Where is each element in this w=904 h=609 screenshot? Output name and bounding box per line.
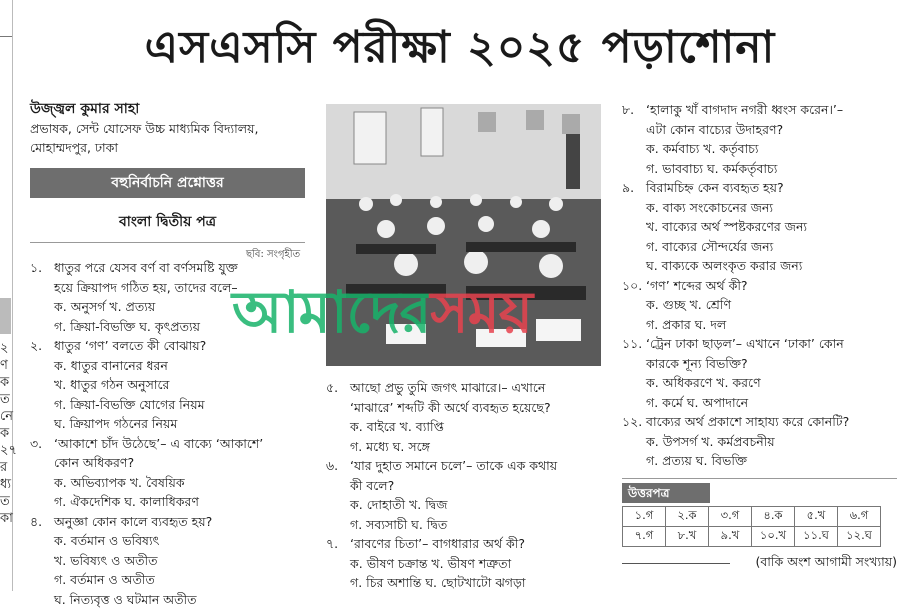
answer-table bbox=[622, 506, 881, 547]
question-option: ক. বাইরে খ. ব্যাপ্তি bbox=[326, 417, 616, 437]
question-option: গ. ঐকদেশিক ঘ. কালাধিকরণ bbox=[30, 492, 312, 512]
watermark-caption: ছবি: সংগৃহীত bbox=[246, 247, 300, 264]
left-cut-fragment: র bbox=[0, 459, 14, 476]
continued-note: (বাকি অংশ আগামী সংখ্যায়) bbox=[622, 554, 897, 574]
question-option: গ. ক্রিয়া-বিভক্তি যোগের নিয়ম bbox=[30, 395, 312, 415]
question-number: ১১. bbox=[622, 334, 646, 354]
question-option: গ. ক্রিয়া-বিভক্তি ঘ. কৃৎপ্রত্যয় bbox=[30, 317, 312, 337]
question-text: ৬. ‘যার দুহাত সমানে চলে’– তাকে এক কথায় bbox=[326, 456, 616, 476]
question-continuation: ‘মাঝারে’ শব্দটি কী অর্থে ব্যবহৃত হয়েছে? bbox=[326, 398, 616, 418]
question-continuation: এটা কোন বাচ্যের উদাহরণ? bbox=[622, 120, 904, 140]
question-option: গ. প্রকার ঘ. দল bbox=[622, 315, 904, 335]
answer-cell: ৭.গ bbox=[623, 527, 666, 547]
question-option: গ. চির অশান্তি ঘ. ছোটখাটো ঝগড়া bbox=[326, 573, 616, 593]
answer-heading: উত্তরপত্র bbox=[622, 483, 710, 503]
author-name: উজ্জ্বল কুমার সাহা bbox=[30, 100, 310, 119]
question-option: গ. বর্তমান ও অতীত bbox=[30, 570, 312, 590]
watermark-red: সময় bbox=[430, 278, 532, 346]
left-cut-fragment: কা bbox=[0, 510, 14, 527]
left-cut-fragment: ২ bbox=[0, 340, 14, 357]
question-option: ক. গুচ্ছ খ. শ্রেণি bbox=[622, 295, 904, 315]
question-option: ঘ. নিত্যবৃত্ত ও ঘটমান অতীত bbox=[30, 590, 312, 609]
question-option: গ. ভাববাচ্য ঘ. কর্মকর্তৃবাচ্য bbox=[622, 159, 904, 179]
answer-cell: ২.ক bbox=[666, 507, 709, 527]
question-number: ২. bbox=[30, 336, 54, 356]
left-cut-box bbox=[0, 298, 11, 334]
question-continuation: কী বলে? bbox=[326, 476, 616, 496]
left-cut-fragment: ণ bbox=[0, 357, 14, 374]
question-text: ৩. ‘আকাশে চাঁদ উঠেছে’– এ বাক্যে ‘আকাশে’ bbox=[30, 434, 312, 454]
answer-divider bbox=[622, 478, 897, 479]
answer-cell: ১০.খ bbox=[752, 527, 795, 547]
question-option: ক. ধাতুর বানানের ধরন bbox=[30, 356, 312, 376]
question-number: ৫. bbox=[326, 378, 350, 398]
left-cut-fragment: ২৭ bbox=[0, 442, 14, 459]
question-text: ১০. ‘গণ’ শব্দের অর্থ কী? bbox=[622, 276, 904, 296]
question-text: ৯. বিরামচিহ্ন কেন ব্যবহৃত হয়? bbox=[622, 178, 904, 198]
question-column-3 bbox=[622, 100, 904, 471]
question-option: খ. ধাতুর গঠন অনুসারে bbox=[30, 375, 312, 395]
question-option: গ. বাক্যের সৌন্দর্যের জন্য bbox=[622, 237, 904, 257]
question-option: ক. দোহাতী খ. দ্বিজ bbox=[326, 495, 616, 515]
question-text: ৫. আছো প্রভু তুমি জগৎ মাঝারে।– এখানে bbox=[326, 378, 616, 398]
subject-divider bbox=[30, 242, 305, 243]
question-option: গ. সব্যসাচী ঘ. দ্বিত bbox=[326, 515, 616, 535]
question-continuation: কারকে শূন্য বিভক্তি? bbox=[622, 354, 904, 374]
question-option: গ. প্রত্যয় ঘ. বিভক্তি bbox=[622, 451, 904, 471]
answer-cell: ৬.গ bbox=[838, 507, 881, 527]
question-continuation: হয়ে ক্রিয়াপদ গঠিত হয়, তাদের বলে– bbox=[30, 278, 312, 298]
newspaper-watermark bbox=[232, 268, 532, 365]
question-option: ক. বাক্য সংকোচনের জন্য bbox=[622, 198, 904, 218]
question-number: ৭. bbox=[326, 534, 350, 554]
question-option: ঘ. ক্রিয়াপদ গঠনের নিয়ম bbox=[30, 414, 312, 434]
answer-cell: ১১.ঘ bbox=[795, 527, 838, 547]
question-text: ১১. ‘ট্রেন ঢাকা ছাড়ল’– এখানে ‘ঢাকা’ কোন bbox=[622, 334, 904, 354]
question-option: ক. ভীষণ চক্রান্ত খ. ভীষণ শত্রুতা bbox=[326, 554, 616, 574]
question-number: ৬. bbox=[326, 456, 350, 476]
left-cut-fragment: ত bbox=[0, 391, 14, 408]
question-option: ক. উপসর্গ খ. কর্মপ্রবচনীয় bbox=[622, 432, 904, 452]
question-number: ৪. bbox=[30, 512, 54, 532]
subject-heading: বাংলা দ্বিতীয় পত্র bbox=[30, 210, 305, 234]
question-number: ৩. bbox=[30, 434, 54, 454]
question-number: ১০. bbox=[622, 276, 646, 296]
question-number: ৯. bbox=[622, 178, 646, 198]
question-text: ১২. বাক্যের অর্থ প্রকাশে সাহায্য করে কোনটি? bbox=[622, 412, 904, 432]
author-location: মোহাম্মদপুর, ঢাকা bbox=[30, 138, 310, 157]
question-option: ক. অনুসর্গ খ. প্রত্যয় bbox=[30, 297, 312, 317]
left-cut-fragment: ক bbox=[0, 425, 14, 442]
answer-cell: ৩.গ bbox=[709, 507, 752, 527]
answer-cell: ৮.খ bbox=[666, 527, 709, 547]
question-text: ৭. ‘রাবণের চিতা’– বাগধারার অর্থ কী? bbox=[326, 534, 616, 554]
answer-cell: ১২.ঘ bbox=[838, 527, 881, 547]
left-cut-fragment: নে bbox=[0, 408, 14, 425]
answer-cell: ১.গ bbox=[623, 507, 666, 527]
left-cut-fragment: ত bbox=[0, 493, 14, 510]
left-cut-fragment: ক bbox=[0, 374, 14, 391]
question-option: ক. অধিকরণে খ. করণে bbox=[622, 373, 904, 393]
question-number: ১. bbox=[30, 258, 54, 278]
question-text: ২. ধাতুর ‘গণ’ বলতে কী বোঝায়? bbox=[30, 336, 312, 356]
question-option: ক. কর্মবাচ্য খ. কর্তৃবাচ্য bbox=[622, 139, 904, 159]
question-number: ৮. bbox=[622, 100, 646, 120]
answer-row bbox=[623, 527, 881, 547]
watermark-green: আমাদের bbox=[232, 278, 430, 346]
question-option: ক. বর্তমান ও ভবিষ্যৎ bbox=[30, 531, 312, 551]
question-text: ১. ধাতুর পরে যেসব বর্ণ বা বর্ণসমষ্টি যুক্ত bbox=[30, 258, 312, 278]
top-left-rule bbox=[0, 36, 12, 37]
answer-cell: ৯.খ bbox=[709, 527, 752, 547]
question-option: খ. ভবিষ্যৎ ও অতীত bbox=[30, 551, 312, 571]
question-option: ক. অভিব্যাপক খ. বৈষয়িক bbox=[30, 473, 312, 493]
section-banner: বহুনির্বাচনি প্রশ্নোত্তর bbox=[30, 168, 305, 198]
question-number: ১২. bbox=[622, 412, 646, 432]
question-option: গ. কর্মে ঘ. অপাদানে bbox=[622, 393, 904, 413]
question-option: ঘ. বাক্যকে অলংকৃত করার জন্য bbox=[622, 256, 904, 276]
question-option: খ. বাক্যের অর্থ স্পষ্টকরণের জন্য bbox=[622, 217, 904, 237]
question-text: ৪. অনুজ্ঞা কোন কালে ব্যবহৃত হয়? bbox=[30, 512, 312, 532]
question-text: ৮. ‘হালাকু খাঁ বাগদাদ নগরী ধ্বংস করেন।’– bbox=[622, 100, 904, 120]
left-cut-text bbox=[0, 340, 14, 527]
answer-row bbox=[623, 507, 881, 527]
question-option: গ. মধ্যে ঘ. সঙ্গে bbox=[326, 437, 616, 457]
question-column-2 bbox=[326, 378, 616, 593]
answer-cell: ৫.খ bbox=[795, 507, 838, 527]
answer-cell: ৪.ক bbox=[752, 507, 795, 527]
author-block bbox=[30, 100, 310, 157]
author-designation: প্রভাষক, সেন্ট যোসেফ উচ্চ মাধ্যমিক বিদ্যালয়, bbox=[30, 119, 310, 138]
left-cut-fragment: ধ্য bbox=[0, 476, 14, 493]
question-continuation: কোন অধিকরণ? bbox=[30, 453, 312, 473]
page-title: এসএসসি পরীক্ষা ২০২৫ পড়াশোনা bbox=[30, 14, 890, 87]
